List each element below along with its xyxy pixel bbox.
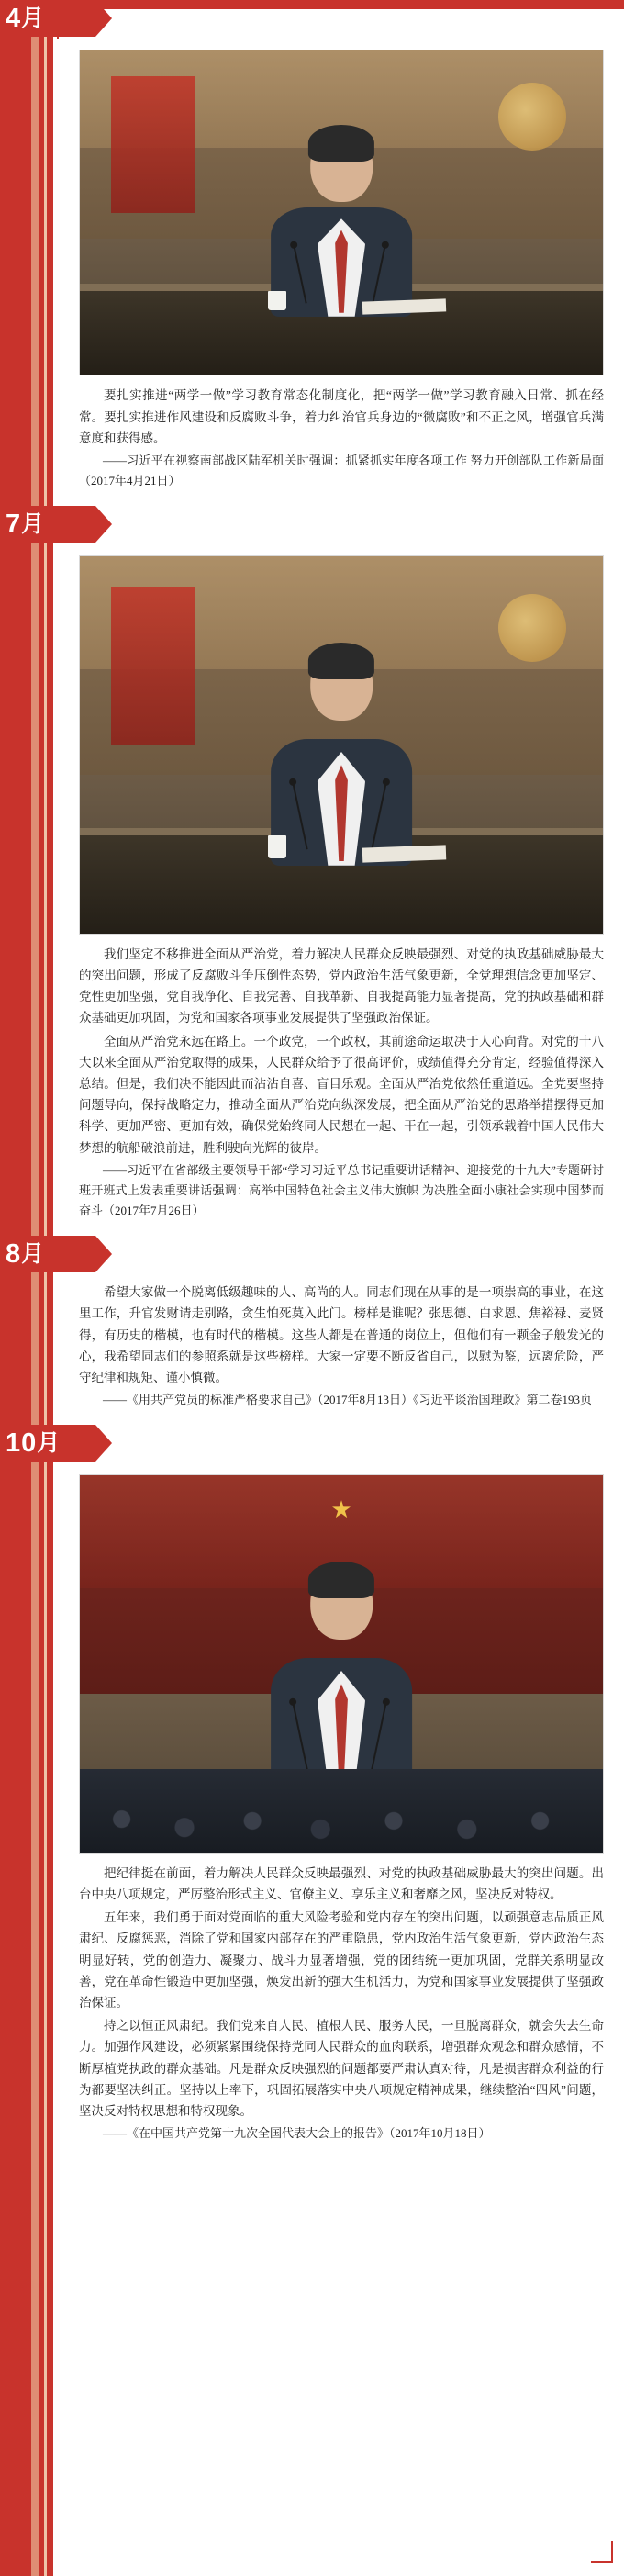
- month-marker-october: [0, 1425, 95, 1462]
- papers-icon: [362, 846, 447, 864]
- section-body-august: [79, 1272, 604, 1410]
- flag-decor-icon: [111, 76, 195, 212]
- photo-scene: [80, 50, 603, 375]
- quote-source: ——《在中国共产党第十九次全国代表大会上的报告》（2017年10月18日）: [103, 2126, 491, 2141]
- speech-photo-july: [79, 555, 604, 934]
- audience-rows: [80, 1769, 603, 1852]
- section-october: [0, 1425, 624, 2164]
- photo-scene: [80, 1475, 603, 1852]
- month-number: 8: [6, 1239, 22, 1270]
- photo-scene: [80, 556, 603, 933]
- month-marker-august: [0, 1236, 95, 1272]
- section-body-april: [79, 50, 604, 491]
- quote-paragraph: 把纪律挺在前面，着力解决人民群众反映最强烈、对党的执政基础威胁最大的突出问题。出台中央八项规定，严厉整治形式主义、官僚主义、享乐主义和奢靡之风，坚决反对特权。: [79, 1865, 604, 1901]
- quote-source: ——习近平在省部级主要领导干部“学习习近平总书记重要讲话精神、迎接党的十九大”专题研讨班开班式上发表重要讲话强调：高举中国特色社会主义伟大旗帜 为决胜全面小康社会实现中国梦而奋斗（2017年7月26日）: [79, 1162, 604, 1217]
- speaker-figure: [271, 647, 412, 866]
- speech-photo-april: [79, 50, 604, 375]
- emblem-icon: [498, 83, 566, 151]
- quote-paragraph: 我们坚定不移推进全面从严治党，着力解决人民群众反映最强烈、对党的执政基础威胁最大的突出问题，形成了反腐败斗争压倒性态势，党内政治生活气象更新，全党理想信念更加坚定、党性更加坚强，党自我净化、自我完善、自我革新、自我提高能力显著提高，党的执政基础和群众基础更加巩固，为党和国家各项事业发展提供了坚强政治保证。: [79, 946, 604, 1025]
- speaker-figure: [271, 1566, 412, 1785]
- month-number: 4: [6, 4, 22, 33]
- quote-paragraph: 五年来，我们勇于面对党面临的重大风险考验和党内存在的突出问题，以顽强意志品质正风肃纪、反腐惩恶，消除了党和国家内部存在的严重隐患，党内政治生活气象更新，党内政治生态明显好转，党的创造力、凝聚力、战斗力显著增强，党的团结统一更加巩固，党群关系明显改善，党在革命性锻造中更加坚强，焕发出新的强大生机活力，为党和国家事业发展提供了坚强政治保证。: [79, 1910, 604, 2010]
- month-number: 7: [6, 510, 22, 540]
- month-unit: 月: [21, 511, 46, 538]
- quote-paragraph: 持之以恒正风肃纪。我们党来自人民、植根人民、服务人民，一旦脱离群众，就会失去生命力。加强作风建设，必须紧紧围绕保持党同人民群众的血肉联系，增强群众观念和群众感情，不断厚植党执政的群众基础。凡是群众反映强烈的问题都要严肃认真对待，凡是损害群众利益的行为都要坚决纠正。坚持以上率下，巩固拓展落实中央八项规定精神成果，继续整治“四风”问题，坚决反对特权思想和特权现象。: [79, 2019, 604, 2119]
- corner-ornament-bottom-right: [591, 2541, 613, 2563]
- corner-ornament-top-left: [57, 17, 79, 39]
- quote-paragraph: 全面从严治党永远在路上。一个政党，一个政权，其前途命运取决于人心向背。对党的十八大以来全面从严治党取得的成果，人民群众给予了很高评价，成绩值得充分肯定，经验值得深入总结。但是，我们决不能因此而沾沾自喜、盲目乐观。全面从严治党依然任重道远。全党要坚持问题导向，保持战略定力，推动全面从严治党向纵深发展，把全面从严治党的思路举措摆得更加科学、更加严密、更加有效，确保党始终同人民想在一起、干在一起，引领承载着中国人民伟大梦想的航船破浪前进，胜利驶向光辉的彼岸。: [79, 1034, 604, 1155]
- month-marker-april: [0, 0, 95, 37]
- section-body-october: [79, 1474, 604, 2144]
- quote-paragraph: 希望大家做一个脱离低级趣味的人、高尚的人。同志们现在从事的是一项崇高的事业，在这里工作，升官发财请走别路，贪生怕死莫入此门。榜样是谁呢？张思德、白求恩、焦裕禄、麦贤得，有历史的楷模，也有时代的楷模。这些人都是在普通的岗位上，但他们有一颗金子般发光的心，我希望同志们的参照系就是这些榜样。大家一定要不断反省自己，以慰为鉴，远离危险，严守纪律和规矩、谨小慎微。: [79, 1285, 604, 1384]
- section-august: [0, 1236, 624, 1425]
- month-marker-july: [0, 506, 95, 543]
- section-april: [0, 0, 624, 506]
- month-number: 10: [6, 1428, 38, 1459]
- star-emblem-icon: ★: [330, 1495, 352, 1523]
- cup-icon: [268, 291, 286, 310]
- emblem-icon: [498, 594, 566, 662]
- speech-photo-october: [79, 1474, 604, 1853]
- section-body-july: [79, 555, 604, 1221]
- month-unit: 月: [21, 1241, 46, 1268]
- month-unit: 月: [37, 1430, 61, 1457]
- cup-icon: [268, 835, 286, 858]
- section-july: [0, 506, 624, 1236]
- speaker-figure: [271, 129, 412, 317]
- flag-decor-icon: [111, 587, 195, 745]
- quote-paragraph: 要扎实推进“两学一做”学习教育常态化制度化，把“两学一做”学习教育融入日常、抓在经常。要扎实推进作风建设和反腐败斗争，着力纠治官兵身边的“微腐败”和不正之风，增强官兵满意度和获得感。: [79, 388, 604, 445]
- month-unit: 月: [21, 6, 46, 31]
- quote-source: ——《用共产党员的标准严格要求自己》（2017年8月13日）《习近平谈治国理政》第二卷193页: [103, 1393, 593, 1407]
- quote-source: ——习近平在视察南部战区陆军机关时强调：抓紧抓实年度各项工作 努力开创部队工作新局面（2017年4月21日）: [79, 454, 604, 488]
